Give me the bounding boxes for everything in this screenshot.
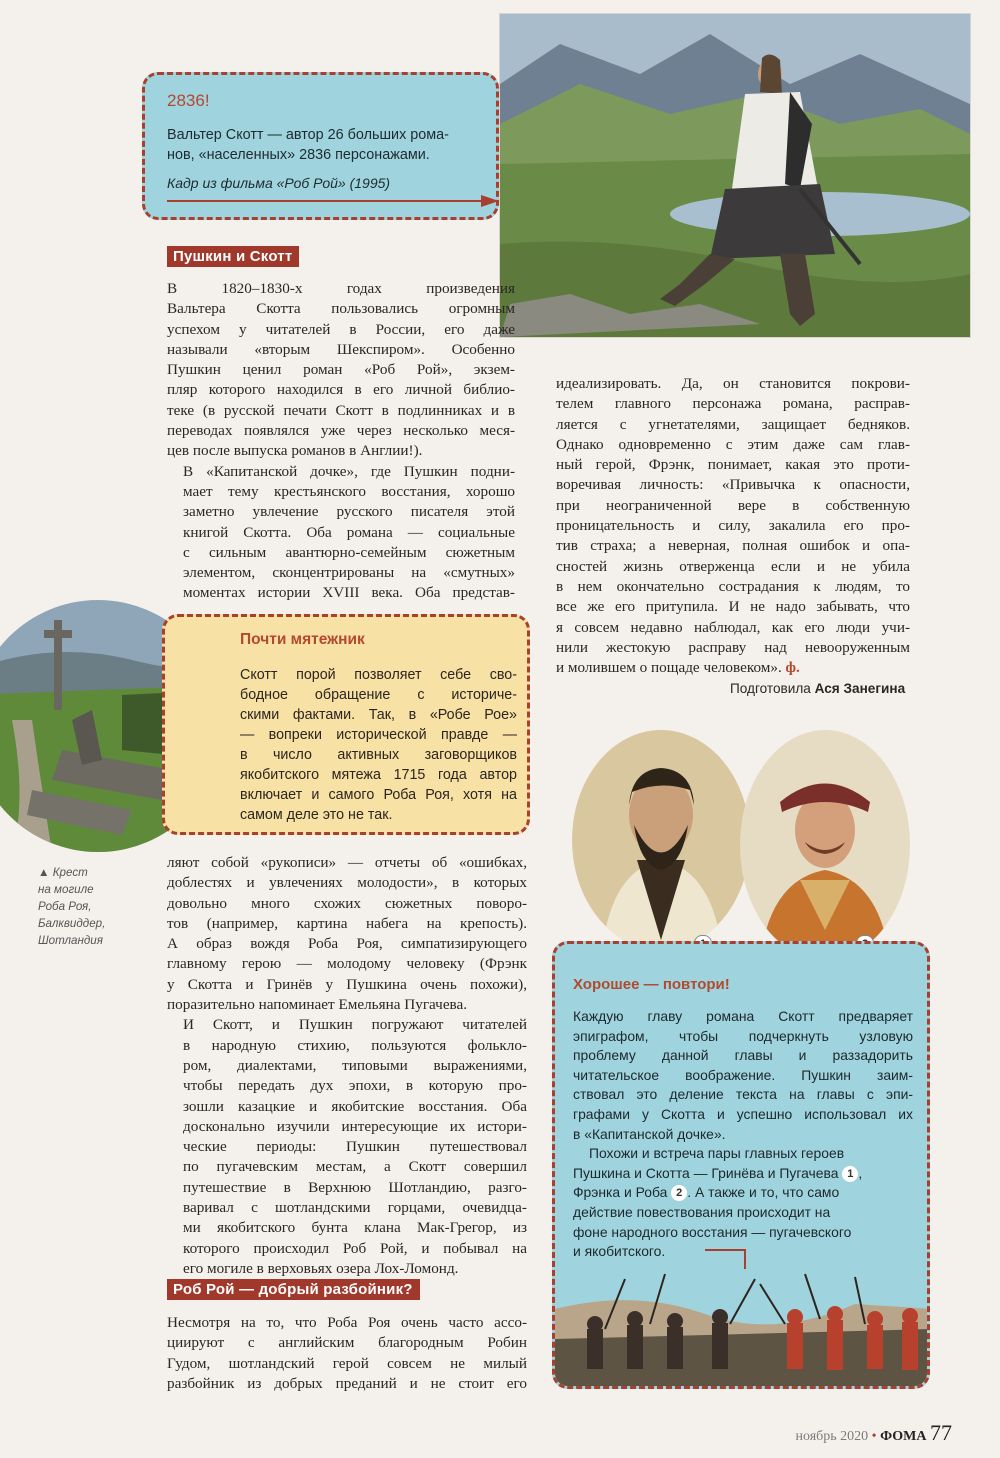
text-line: Несмотря на то, что Роба Роя очень часто ассо- (167, 1314, 527, 1331)
text-line: Гудом, шотландский герой совсем не милый (167, 1354, 527, 1372)
box-title: Почти мятежник (240, 631, 365, 648)
section-heading-pushkin-scott: Пушкин и Скотт (167, 246, 299, 267)
fact-text-line1: Вальтер Скотт — автор 26 больших рома- (167, 127, 449, 143)
text-line: пляр которого находился в его личной библио- (167, 381, 515, 399)
caption-line: Роба Роя, (38, 900, 92, 913)
text-line: ляют собой «рукописи» — отчеты об «ошибках, (167, 854, 527, 871)
text-line: поразительно напоминает Емельяна Пугачева. (167, 996, 468, 1014)
text-line: успехом у читателей в России, его даже (167, 320, 515, 338)
text-line: заметно увлечение русского писателя этой (183, 503, 515, 521)
ref-number-2: 2 (671, 1185, 687, 1201)
text-line: бодное обращение с историче- (240, 687, 517, 703)
text-line: при неограниченной вере в собственную (556, 496, 910, 514)
text-line: ный герой, Фрэнк, понимает, какая это проти- (556, 456, 910, 474)
paragraph (167, 1015, 527, 1279)
text-line: по пугачевским местам, а Скотт совершил (183, 1158, 527, 1176)
portrait-pugachev (572, 730, 750, 950)
paragraph (167, 1313, 527, 1394)
text-line: в народную стихию, пользуются фолькло- (183, 1036, 527, 1054)
credit-label: Подготовила (730, 681, 811, 696)
article-column-right (556, 374, 910, 678)
author-credit (730, 681, 905, 696)
text-line: нили жестокую расправу над невооруженным (556, 638, 910, 656)
end-mark: ф. (781, 659, 800, 677)
text-line: графами у Скотта и успешно использовал их (573, 1105, 913, 1122)
text-line: проблему данной главы и раззадорить (573, 1047, 913, 1064)
article-column-1a (167, 279, 515, 604)
paragraph (167, 853, 527, 1015)
caption-line: Крест (52, 866, 88, 879)
text-line: все же его притупила. И не надо забывать, что (556, 598, 910, 616)
fact-text-line2: нов, «населенных» 2836 персонажами. (167, 147, 430, 163)
text-line: В «Капитанской дочке», где Пушкин подни- (183, 462, 515, 480)
portrait-rob-roy (740, 730, 910, 960)
text-line: В 1820–1830-х годах произведения (167, 280, 515, 297)
text-line: доблестях и увлечениях молодости», в которых (167, 874, 527, 892)
photo-caption-film: Кадр из фильма «Роб Рой» (1995) (167, 175, 391, 191)
battle-illustration (555, 1269, 930, 1389)
caption-marker-icon: ▲ (38, 866, 50, 879)
section-heading-rob-roy: Роб Рой — добрый разбойник? (167, 1279, 420, 1300)
fact-number: 2836! (167, 91, 210, 110)
text-line: ствовал это деление текста на главы с эпи- (573, 1086, 913, 1103)
magazine-name: ФОМА (880, 1429, 927, 1444)
caption-line: Шотландия (38, 934, 103, 947)
text-line: моментах истории XVIII века. Оба представ- (183, 584, 515, 602)
text-line: Пушкин ценил роман «Роб Рой», экзем- (167, 361, 515, 379)
text-line: ром, диалектами, типовыми выражениями, (183, 1056, 527, 1074)
text-line: разбойник из добрых преданий и не стоит его (167, 1374, 527, 1392)
box-text (240, 665, 517, 825)
text-line: цев после выпуска романов в Англии!). (167, 442, 423, 460)
text-line: тов (например, картина набега на крепость). (167, 914, 527, 932)
article-column-1b (167, 853, 527, 1279)
text-line: которого происходил Роб Рой, и побывал на (183, 1239, 527, 1257)
box-text: Каждую главу романа Скотт предваряет эпиграфом, чтобы подчеркнуть узловую проблему данной главы и раззадорить читательское воображение. Пушкин заим- ствовал это деление текста на главы с эпи- графами у Скотта и успешно использовал их в «Капитанской дочке». Похожи и встреча пары главных героев Пушкина и Скотта — Гринёва и Пугачева 1 , Фрэнка и Роба 2 . А также и то, что само действие повествования происходит на фоне народного восстания — пугачевского и якобитского. (573, 1008, 913, 1260)
paragraph (167, 462, 515, 604)
text-line: главному герою — молодому человеку (Фрэнк (167, 955, 527, 973)
text-line: называли «вторым Шекспиром». Особенно (167, 340, 515, 358)
text-line: чтобы передать дух эпохи, в которую про- (183, 1077, 527, 1095)
text-line: в нем окончательно сострадания к людям, то (556, 577, 910, 595)
text-line: теке (в русской печати Скотт в подлинниках и в (167, 401, 515, 419)
text-line: Скотт порой позволяет себе сво- (240, 667, 517, 683)
text-line: книгой Скотта. Оба романа — социальные (183, 523, 515, 541)
text-line: скими фактами. Так, в «Робе Рое» (240, 707, 517, 723)
caption-line: на могиле (38, 883, 94, 896)
text-line: варивал с шотландскими горцами, очевидца- (183, 1199, 527, 1217)
text-line: воречивая личность: «Привычка к опасности, (556, 476, 910, 494)
text-line: ми якобитского бунта клана Мак-Грегор, из (183, 1219, 527, 1237)
text-line: путешествие в Верхнюю Шотландию, разго- (183, 1178, 527, 1196)
paragraph (556, 374, 910, 678)
text-line: телем главного персонажа романа, расправ- (556, 395, 910, 413)
text-line: элементом, сконцентрированы на «смутных» (183, 564, 515, 582)
text-line: Однако одновременно с этим даже сам глав- (556, 435, 910, 453)
sidebar-box-rebel (162, 614, 530, 835)
text-line: якобитского мятежа 1715 года автор (240, 767, 517, 783)
text-line: ческие периоды: Пушкин путешествовал (183, 1138, 527, 1156)
grave-photo-caption (38, 864, 105, 949)
text-line: ляется с угнетателями, защищает бедняков. (556, 415, 910, 433)
sidebar-box-repeat (552, 941, 930, 1389)
text-line: довольно много схожих сюжетных поворо- (167, 894, 527, 912)
text-line: включает и самого Роба Роя, хотя на (240, 787, 517, 803)
article-column-2 (167, 1313, 527, 1394)
text-line: Вальтера Скотта пользовались огромным (167, 300, 515, 318)
caption-arrow-icon (167, 194, 507, 212)
credit-name: Ася Занегина (814, 681, 906, 696)
text-line: сностей жизнь отверженца если и не убила (556, 557, 910, 575)
text-line: тив страха; а неверная, полная ошибок и опа- (556, 537, 910, 555)
text-line: читательское воображение. Пушкин заим- (573, 1066, 913, 1083)
text-line: у Скотта и Гринёв у Пушкина очень похожи), (167, 975, 527, 993)
text-line: переводах появлялся уже через несколько меся- (167, 422, 515, 440)
text-line: досконально изучили интересующие их истори- (183, 1117, 527, 1135)
box-title: Хорошее — повтори! (573, 976, 730, 993)
text-line: идеализировать. Да, он становится покрови- (556, 375, 910, 392)
text-line: самом деле это не так. (240, 807, 393, 823)
text-line: эпиграфом, чтобы подчеркнуть узловую (573, 1027, 913, 1044)
footer-bullet: • (871, 1429, 877, 1444)
text-line: — вопреки исторической правде — (240, 727, 517, 743)
text-line: в число активных заговорщиков (240, 747, 517, 763)
text-line: И Скотт, и Пушкин погружают читателей (183, 1016, 527, 1034)
movie-still-photo (500, 14, 970, 337)
text-line: зошли казацкие и якобитские восстания. Оба (183, 1097, 527, 1115)
text-line: в «Капитанской дочке». (573, 1125, 726, 1142)
text-line: его могиле в верховьях озера Лох-Ломонд. (183, 1259, 459, 1277)
text-line: я совсем недавно наблюдал, как его люди учи- (556, 618, 910, 636)
text-line: и молившем о пощаде человеком». ф. (556, 659, 800, 677)
page-number: 77 (930, 1420, 952, 1445)
caption-line: Балквиддер, (38, 917, 106, 930)
text-line: с сильным авантюрно-семейным сюжетным (183, 543, 515, 561)
text-line: Каждую главу романа Скотт предваряет (573, 1008, 913, 1024)
issue-date: ноябрь 2020 (795, 1429, 869, 1444)
paragraph (167, 279, 515, 462)
text-line: мает тему крестьянского восстания, хорошо (183, 482, 515, 500)
fact-box (142, 72, 499, 220)
page-footer (795, 1420, 952, 1446)
text-line: циируют с английским благородным Робин (167, 1334, 527, 1352)
text-line: А образ вождя Роба Роя, симпатизирующего (167, 935, 527, 953)
text-line: проницательность и силу, закалила его про- (556, 517, 910, 535)
ref-number-1: 1 (842, 1166, 858, 1182)
